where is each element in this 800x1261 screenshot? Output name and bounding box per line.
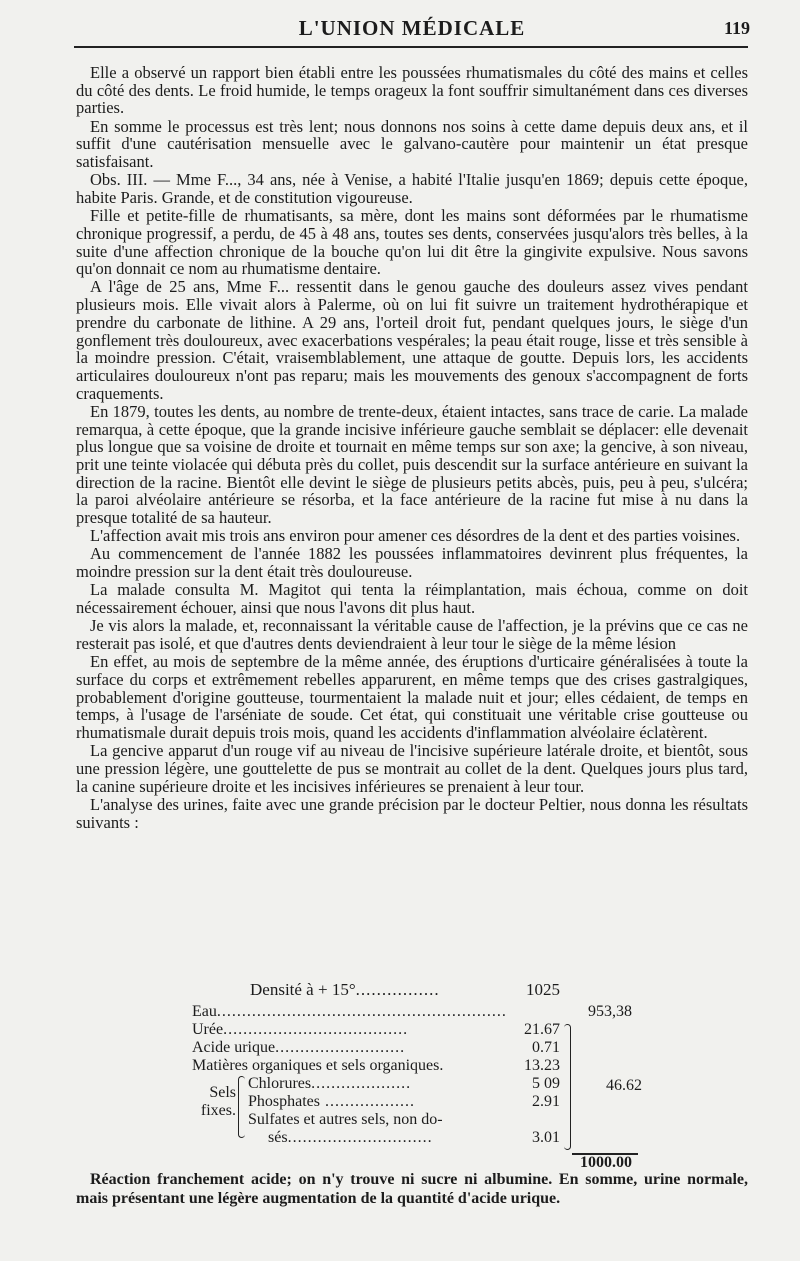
density-value: 1025 <box>526 980 560 999</box>
leader-dots: .................... <box>311 1075 412 1092</box>
row-value: 13.23 <box>524 1057 560 1074</box>
paragraph: En effet, au mois de septembre de la même année, des éruptions d'urticaire généralisées à toute la surface du corps et extrêmement rebelles apparurent, en même temps que des crises gastralgiques, probablement d'origine goutteuse, tourmentaient la malade nuit et jour; elles cédaient, de temps en temps, à l'usage de l'arséniate de soude. Cet état, qui constituait une véritable crise goutteuse ou rhumatismale durait depuis trois mois, quand les accidents d'inflammation alvéolaire éclatèrent. <box>76 652 748 743</box>
conclusion-text: Réaction franchement acide; on n'y trouve ni sucre ni albumine. En somme, urine normale, mais présentant une légère augmentation de la quantité d'acide urique. <box>76 1171 748 1207</box>
header-rule <box>74 46 748 48</box>
paragraph: En 1879, toutes les dents, au nombre de trente-deux, étaient intactes, sans trace de carie. La malade remarqua, à cette époque, que la grande incisive inférieure gauche semblait se déplacer: elle devenait plus longue que sa voisine de droite et tournait en même temps sur son axe; la gencive, à son niveau, prit une teinte violacée qui débuta près du collet, puis descendit sur la surface antérieure en suivant la direction de la racine. Bientôt elle devint le siège de plusieurs petits abcès, puis, peu à peu, s'ulcéra; la paroi alvéolaire antérieure se résorba, et la face antérieure de la racine fut mise à nu dans la presque totalité de sa hauteur. <box>76 401 748 528</box>
fixed-salts-label: fixes. <box>200 1102 236 1119</box>
article-body <box>76 64 748 832</box>
paragraph: Je vis alors la malade, et, reconnaissant la véritable cause de l'affection, je la prévins que ce cas ne resterait pas isolé, et que d'autres dents deviendraient à leur tour le siège de la même lésion <box>76 616 748 653</box>
row-value: 3.01 <box>532 1129 560 1146</box>
grand-total: 1000.00 <box>580 1154 632 1171</box>
row-label: Urée <box>192 1021 224 1038</box>
leader-dots: .......................... <box>275 1039 406 1056</box>
row-label: Eau <box>192 1003 217 1020</box>
leader-dots: ............................. <box>287 1129 433 1146</box>
paragraph: En somme le processus est très lent; nous donnons nos soins à cette dame depuis deux ans, et il suffit d'une cautérisation mensuelle avec le galvano-cautère pour maintenir un état presque satisfaisant. <box>76 116 748 172</box>
row-label: Matières organiques et sels organiques. <box>192 1057 444 1074</box>
page-header <box>74 14 750 44</box>
paragraph: Au commencement de l'année 1882 les poussées inflammatoires devinrent plus fréquentes, la moindre pression sur la dent était très douloureuse. <box>76 544 748 582</box>
running-title: L'UNION MÉDICALE <box>298 16 526 40</box>
paragraph: Elle a observé un rapport bien établi entre les poussées rhumatismales du côté des mains et celles du côté des dents. Le froid humide, le temps orageux la font souffrir simultanément dans ces diverses parties. <box>76 63 748 118</box>
row-label: Acide urique <box>192 1039 276 1056</box>
leader-dots: ................ <box>355 980 440 999</box>
fixed-salts-label: Sels <box>209 1084 236 1101</box>
row-value: 0.71 <box>532 1039 560 1056</box>
paragraph: Obs. III. — Mme F..., 34 ans, née à Venise, a habité l'Italie jusqu'en 1869; depuis cette époque, habite Paris. Grande, et de constitution vigoureuse. <box>76 170 748 207</box>
analysis-row <box>248 1111 443 1129</box>
paragraph: La gencive apparut d'un rouge vif au niveau de l'incisive supérieure latérale droite, et bientôt, sous une pression légère, une gouttelette de pus se montrait au collet de la dent. Quelques jours plus tard, la canine supérieure droite et les incisives inférieures se prenaient à leur tour. <box>76 741 748 796</box>
analysis-row-continued <box>268 1129 433 1147</box>
row-value: 5 09 <box>532 1075 560 1092</box>
analysis-row <box>248 1075 411 1093</box>
paragraph: L'affection avait mis trois ans environ pour amener ces désordres de la dent et des parties voisines. <box>90 526 741 546</box>
leader-dots: ..................................... <box>223 1021 409 1038</box>
density-label: Densité à + 15° <box>250 980 356 999</box>
analysis-row <box>192 1021 408 1039</box>
row-label: sés <box>268 1129 288 1146</box>
page-number: 119 <box>723 18 750 38</box>
paragraph: A l'âge de 25 ans, Mme F... ressentit dans le genou gauche des douleurs assez vives pendant plusieurs mois. Elle vivait alors à Palerme, où on lui fit suivre un traitement hydrothérapique et prendre du carbonate de lithine. A 29 ans, l'orteil droit fut, pendant quelques jours, le siège d'un gonflement très douloureux, avec exacerbations vespérales; la peau était rouge, lisse et très sensible à la moindre pression. C'était, vraisemblablement, une attaque de goutte. Depuis lors, les accidents articulaires douloureux n'ont pas reparu; mais les mouvements des genoux s'accompagnent de forts craquements. <box>76 277 748 403</box>
row-label: Chlorures <box>248 1075 312 1092</box>
solids-total: 46.62 <box>606 1077 642 1094</box>
density-row <box>250 980 440 1000</box>
leader-dots: .......................................................... <box>216 1003 507 1020</box>
paragraph: L'analyse des urines, faite avec une grande précision par le docteur Peltier, nous donna les résultats suivants : <box>76 794 748 832</box>
right-brace <box>564 1024 571 1150</box>
paragraph: La malade consulta M. Magitot qui tenta la réimplantation, mais échoua, comme on doit nécessairement échouer, ainsi que nous l'avons dit plus haut. <box>76 580 748 618</box>
row-value: 21.67 <box>524 1021 560 1038</box>
leader-dots: .................. <box>320 1093 415 1110</box>
paragraph: Fille et petite-fille de rhumatisants, sa mère, dont les mains sont déformées par le rhumatisme chronique progressif, a perdu, de 45 à 48 ans, toutes ses dents, conservées jusqu'alors très belles, à la suite d'une affection chronique de la bouche qu'on lui dit être la gingivite expulsive. Nous savons qu'on donnait ce nom au rhumatisme dentaire. <box>76 206 748 279</box>
row-value: 2.91 <box>532 1093 560 1110</box>
left-brace <box>238 1076 245 1138</box>
analysis-row <box>192 1057 443 1075</box>
row-label: Sulfates et autres sels, non do- <box>248 1111 443 1128</box>
analysis-row <box>192 1003 507 1021</box>
row-value: 953,38 <box>588 1003 632 1020</box>
analysis-row <box>248 1093 415 1111</box>
row-label: Phosphates <box>248 1093 320 1110</box>
analysis-row <box>192 1039 405 1057</box>
conclusion <box>76 1170 748 1208</box>
